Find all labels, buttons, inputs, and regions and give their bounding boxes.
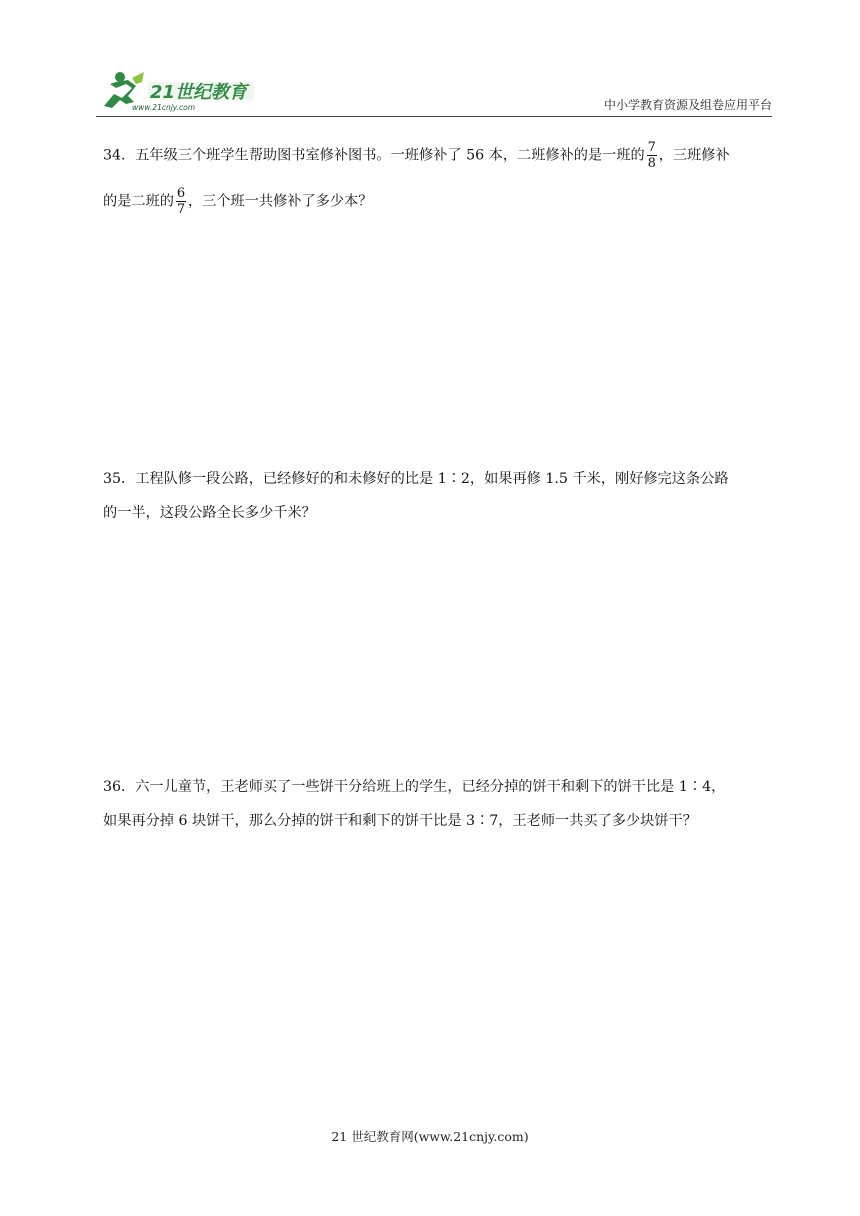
fraction-numerator: 7 [647,140,656,155]
question-34-line-1 [103,140,730,171]
question-34-text-1: 34．五年级三个班学生帮助图书室修补图书。一班修补了 56 本，二班修补的是一班的 [103,147,645,164]
fraction-6-7 [176,186,186,217]
question-34-text-3: 的是二班的 [103,193,174,210]
fraction-denominator: 7 [176,202,186,217]
fraction-numerator: 6 [176,186,186,201]
svg-text:21世纪教育: 21世纪教育 [150,82,248,103]
fraction-7-8 [647,140,657,171]
question-34-text-2: ，三班修补 [658,147,730,164]
question-35-line-1: 35．工程队修一段公路，已经修好的和未修好的比是 1∶2，如果再修 1.5 千米，刚好修完这条公路 [103,471,729,487]
svg-text:www.21cnjy.com: www.21cnjy.com [132,103,196,112]
question-36-line-1: 36．六一儿童节，王老师买了一些饼干分给班上的学生，已经分掉的饼干和剩下的饼干比是 1∶4， [103,779,726,795]
page-footer: 21 世纪教育网(www.21cnjy.com) [331,1129,529,1144]
question-34-text-4: ，三个班一共修补了多少本？ [187,193,373,210]
fraction-denominator: 8 [647,156,656,171]
runner-logo-icon [96,68,266,114]
question-36-line-2: 如果再分掉 6 块饼干，那么分掉的饼干和剩下的饼干比是 3∶7，王老师一共买了多少块饼干？ [103,813,697,829]
platform-tagline: 中小学教育资源及组卷应用平台 [603,98,772,112]
header-divider [96,116,772,117]
question-35-line-2: 的一半，这段公路全长多少千米？ [103,505,316,521]
site-logo [96,68,266,114]
question-34-line-2 [103,186,372,217]
